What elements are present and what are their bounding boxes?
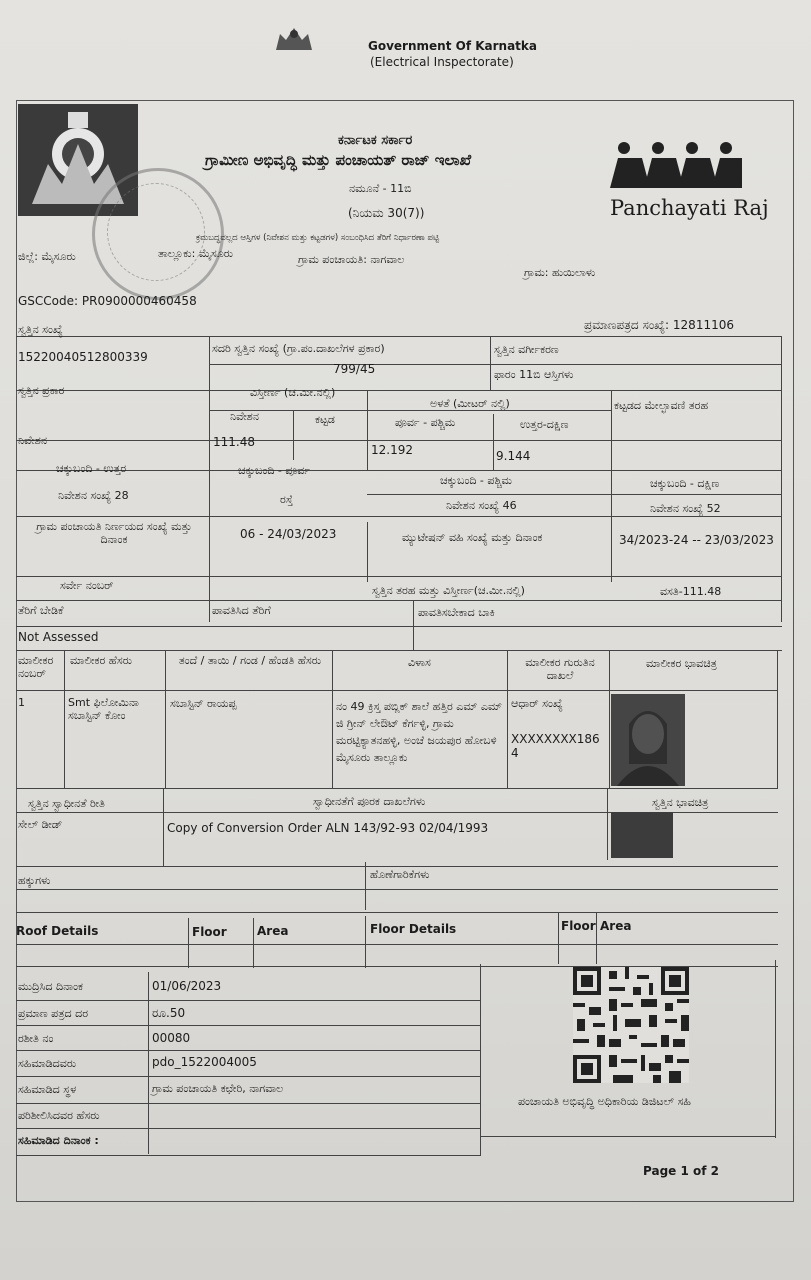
property-id-label: ಸ್ವತ್ತಿನ ಸಂಖ್ಯೆ xyxy=(18,323,63,336)
floor-header-2: Floor xyxy=(561,919,596,933)
certificate-number: ಪ್ರಮಾಣಪತ್ರದ ಸಂಖ್ಯೆ: 12811106 xyxy=(584,318,734,332)
rule-number: (ನಿಯಮ 30(7)) xyxy=(348,206,425,220)
receipt-label: ರಶೀತಿ ನಂ xyxy=(18,1032,54,1045)
south-boundary-label: ಚಕ್ಕುಬಂದಿ - ದಕ್ಷಿಣ xyxy=(650,477,720,490)
fee-label: ಪ್ರಮಾಣ ಪತ್ರದ ದರ xyxy=(18,1007,89,1020)
owner-no-header: ಮಾಲೀಕರ ನಂಬರ್ xyxy=(18,654,54,681)
floor-details-header: Floor Details xyxy=(370,922,457,936)
class-label: ಸ್ವತ್ತಿನ ವರ್ಗೀಕರಣ xyxy=(494,343,559,356)
owner-no: 1 xyxy=(18,696,25,709)
owner-id-value: XXXXXXXX1864 xyxy=(511,732,600,761)
property-id: 15220040512800339 xyxy=(18,350,148,364)
letterhead-line2: (Electrical Inspectorate) xyxy=(370,55,514,69)
owner-address-header: ವಿಳಾಸ xyxy=(408,656,431,669)
acquisition-mode: ಸೇಲ್ ಡೀಡ್ xyxy=(18,818,63,831)
signed-by-label: ಸಹಿಮಾಡಿದವರು xyxy=(18,1057,77,1070)
owner-name-header: ಮಾಲೀಕರ ಹೆಸರು xyxy=(70,654,133,667)
signed-by: pdo_1522004005 xyxy=(152,1055,257,1069)
east-boundary: ರಸ್ತೆ xyxy=(280,493,294,506)
owner-photo-header: ಮಾಲೀಕರ ಭಾವಚಿತ್ರ xyxy=(646,657,717,670)
form-number: ನಮೂನೆ - 11ಬಿ xyxy=(349,182,412,195)
west-boundary-label: ಚಕ್ಕುಬಂದಿ - ಪಶ್ಚಿಮ xyxy=(440,474,513,487)
east-west-value: 12.192 xyxy=(371,443,413,457)
area-label: ವಿಸ್ತೀರ್ಣ (ಚ.ಮೀ.ನಲ್ಲಿ) xyxy=(250,386,336,399)
sign-place: ಗ್ರಾಮ ಪಂಚಾಯತಿ ಕಛೇರಿ, ನಾಗವಾಲ xyxy=(152,1082,284,1095)
state-emblem-icon xyxy=(272,24,316,52)
letterhead-line1: Government Of Karnatka xyxy=(368,39,537,53)
tax-due-label: ಪಾವತಿಸಬೇಕಾದ ಬಾಕಿ xyxy=(418,606,495,619)
rights-label: ಹಕ್ಕುಗಳು xyxy=(18,874,51,887)
print-date: 01/06/2023 xyxy=(152,979,222,993)
village: ಗ್ರಾಮ: ಹುಯಿಲಾಳು xyxy=(524,266,596,279)
east-boundary-label: ಚಕ್ಕುಬಂದಿ - ಪೂರ್ವ xyxy=(238,464,311,477)
owner-parent-header: ತಂದೆ / ತಾಯಿ / ಗಂಡ / ಹೆಂಡತಿ ಹೆಸರು xyxy=(178,654,322,667)
tax-demand-value: Not Assessed xyxy=(18,630,99,644)
panchayati-raj-logo-icon xyxy=(608,140,744,194)
building-label: ಕಟ್ಟಡ xyxy=(315,413,335,426)
property-photo-label: ಸ್ವತ್ತಿನ ಭಾವಚಿತ್ರ xyxy=(652,796,709,809)
print-date-label: ಮುದ್ರಿಸಿದ ದಿನಾಂಕ xyxy=(18,980,83,993)
north-south-label: ಉತ್ತರ-ದಕ್ಷಿಣ xyxy=(520,418,569,431)
survey-label: ಸರ್ವೇ ನಂಬರ್ xyxy=(60,579,114,592)
qr-caption: ಪಂಚಾಯತಿ ಅಭಿವೃದ್ಧಿ ಅಧಿಕಾರಿಯ ಡಿಜಿಟಲ್ ಸಹಿ xyxy=(518,1095,691,1108)
tax-demand-label: ತೆರಿಗೆ ಬೇಡಿಕೆ xyxy=(18,604,64,617)
south-boundary: ನಿವೇಶನ ಸಂಖ್ಯೆ 52 xyxy=(650,502,721,515)
property-photo xyxy=(611,812,673,858)
owner-id-header: ಮಾಲೀಕರ ಗುರುತಿನ ದಾಖಲೆ xyxy=(525,656,595,683)
roof-type-label: ಕಟ್ಟಡದ ಮೇಲ್ಛಾವಣಿ ತರಹ xyxy=(614,399,709,412)
sadaru-label: ಸದರಿ ಸ್ವತ್ತಿನ ಸಂಖ್ಯೆ (ಗ್ರಾ.ಪಂ.ದಾಖಲೆಗಳ ಪ್ರಕಾರ) xyxy=(212,342,385,355)
mutation-label: ಮ್ಯುಟೇಷನ್ ವಹಿ ಸಂಖ್ಯೆ ಮತ್ತು ದಿನಾಂಕ xyxy=(402,531,543,544)
sign-place-label: ಸಹಿಮಾಡಿದ ಸ್ಥಳ xyxy=(18,1083,77,1096)
mutation-value: 34/2023-24 -- 23/03/2023 xyxy=(619,533,774,547)
owner-parent: ಸಬಾಸ್ಟಿನ್ ರಾಯಪ್ಪ xyxy=(170,697,237,710)
type-area-label: ಸ್ವತ್ತಿನ ತರಹ ಮತ್ತು ವಿಸ್ತೀರ್ಣ(ಚ.ಮೀ.ನಲ್ಲಿ) xyxy=(372,584,525,597)
north-south-value: 9.144 xyxy=(496,449,531,463)
sadaru-value: 799/45 xyxy=(333,362,376,376)
class-value: ಫಾರಂ 11ಬಿ ಆಸ್ತಿಗಳು xyxy=(494,368,574,381)
gsc-code: GSCCode: PR0900000460458 xyxy=(18,294,197,308)
page-number: Page 1 of 2 xyxy=(643,1164,719,1178)
site-label: ನಿವೇಶನ xyxy=(230,410,259,423)
tax-paid-label: ಪಾವತಿಸಿದ ತೆರಿಗೆ xyxy=(212,604,271,617)
east-west-label: ಪೂರ್ವ - ಪಶ್ಚಿಮ xyxy=(395,416,456,429)
panchayati-raj-text: Panchayati Raj xyxy=(610,196,769,220)
fee: ರೂ.50 xyxy=(152,1006,186,1020)
district: ಜಿಲ್ಲೆ: ಮೈಸೂರು xyxy=(18,250,76,263)
gov-title: ಕರ್ನಾಟಕ ಸರ್ಕಾರ xyxy=(338,133,413,148)
floor-header: Floor xyxy=(192,925,227,939)
owner-address: ನಂ 49 ಕ್ರಿಸ್ತ ಪಬ್ಲಿಕ್ ಶಾಲೆ ಹತ್ತಿರ ಎಮ್ ಎಮ್ ಜಿ ಗ್ರೀನ್ ಲೇಔಟ್ ಕೆರ್ಗಳ್ಳಿ, ಗ್ರಾಮ ಮರಟ್ಟಿಕ್ಯಾತನಹಳ್ಳಿ, ಅಂಚೆ ಜಯಪುರ ಹೋಬಳಿ ಮೈಸೂರು ತಾಲ್ಲೂಕು xyxy=(336,700,502,765)
gram-panchayat: ಗ್ರಾಮ ಪಂಚಾಯತಿ: ನಾಗವಾಲ xyxy=(298,253,405,266)
roof-details-header: Roof Details xyxy=(16,924,99,938)
north-boundary: ನಿವೇಶನ ಸಂಖ್ಯೆ 28 xyxy=(58,489,129,502)
acquisition-docs: Copy of Conversion Order ALN 143/92-93 02/04/1993 xyxy=(167,821,489,835)
taluk: ತಾಲ್ಲೂಕು: ಮೈಸೂರು xyxy=(158,247,234,260)
acquisition-mode-label: ಸ್ವತ್ತಿನ ಸ್ವಾಧೀನತೆ ರೀತಿ xyxy=(28,797,105,810)
west-boundary: ನಿವೇಶನ ಸಂಖ್ಯೆ 46 xyxy=(446,499,517,512)
dimension-label: ಅಳತೆ (ಮೀಟರ್ ನಲ್ಲಿ) xyxy=(430,397,510,410)
sign-date-label: ಸಹಿಮಾಡಿದ ದಿನಾಂಕ : xyxy=(18,1134,99,1147)
area-header-2: Area xyxy=(600,919,632,933)
site-area-value: 111.48 xyxy=(213,435,255,449)
type-label: ಸ್ವತ್ತಿನ ಪ್ರಕಾರ xyxy=(18,384,65,397)
north-boundary-label: ಚಕ್ಕುಬಂದಿ - ಉತ್ತರ xyxy=(56,462,127,475)
resolution-label: ಗ್ರಾಮ ಪಂಚಾಯತಿ ನಿರ್ಣಯದ ಸಂಖ್ಯೆ ಮತ್ತು ದಿನಾಂಕ xyxy=(36,520,192,547)
area-header: Area xyxy=(257,924,289,938)
type-value: ನಿವೇಶನ xyxy=(18,434,47,447)
owner-photo xyxy=(611,694,685,786)
type-area-value: ವಸತಿ-111.48 xyxy=(660,585,722,598)
qr-code-icon xyxy=(573,967,689,1083)
owner-id-type: ಆಧಾರ್ ಸಂಖ್ಯೆ xyxy=(511,697,563,710)
resolution-value: 06 - 24/03/2023 xyxy=(240,527,337,541)
owner-name: Smt ಫಿಲೋಮಿನಾ ಸಬಾಸ್ಟಿನ್ ಕೋಂ xyxy=(68,696,139,723)
liabilities-label: ಹೊಣೆಗಾರಿಕೆಗಳು xyxy=(370,868,430,881)
receipt: 00080 xyxy=(152,1031,191,1045)
dept-title: ಗ್ರಾಮೀಣ ಅಭಿವೃದ್ಧಿ ಮತ್ತು ಪಂಚಾಯತ್ ರಾಜ್ ಇಲಾಖೆ xyxy=(205,151,472,169)
verifier-label: ಪರಿಶೀಲಿಸಿದವರ ಹೆಸರು xyxy=(18,1109,100,1122)
form-subtitle: ಕ್ರಮಬದ್ಧವಲ್ಲದ ಆಸ್ತಿಗಳ (ನಿವೇಶನ ಮತ್ತು ಕಟ್ಟಡಗಳ) ಸಂಬಂಧಿಸಿದ ತೆರಿಗೆ ನಿರ್ಧಾರಣಾ ಪಟ್ಟಿ xyxy=(196,233,440,243)
acquisition-docs-label: ಸ್ವಾಧೀನತೆಗೆ ಪೂರಕ ದಾಖಲೆಗಳು xyxy=(313,795,426,808)
